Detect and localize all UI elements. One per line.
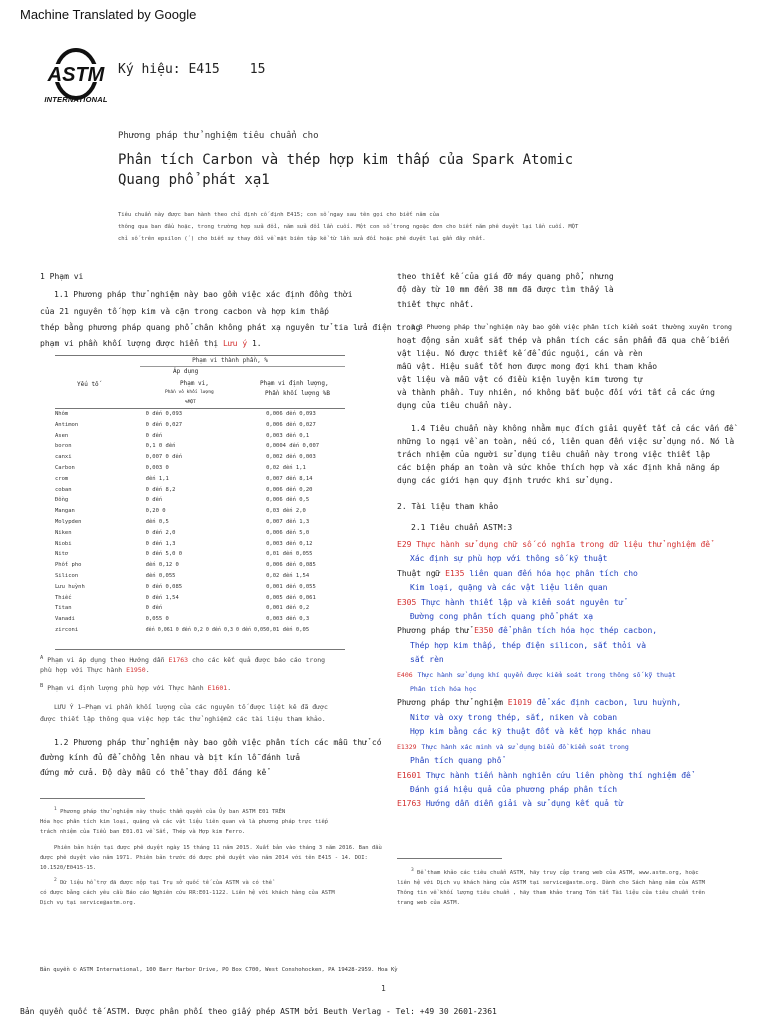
cell-quant: 0,003 đến 0,12 (266, 540, 313, 547)
para-1-4: các biện pháp an toàn và sức khỏe thích hợp và xác định khả năng áp (397, 463, 720, 472)
copyright-notice: Bản quyền © ASTM International, 100 Barr Harbor Drive, PO Box C700, West Conshohocken, PA 19428-2959. Hoa Kỳ (40, 967, 398, 973)
table-row (55, 519, 345, 530)
composition-range-table (55, 355, 375, 633)
footnote-divider (397, 858, 502, 859)
footnote-text: trang web của ASTM. (397, 899, 460, 906)
e1950-link[interactable]: E1950 (126, 666, 146, 675)
para-1-1: của 21 nguyên tố hợp kim và cặn trong cacbon và hợp kim thấp (40, 307, 329, 316)
right-column (397, 270, 737, 812)
table-row (55, 627, 345, 638)
reference-title-link[interactable]: Thực hành xác minh và sử dụng biểu đồ kiểm soát trong (421, 742, 629, 751)
cell-applicable: 0 đến 0,093 (145, 411, 183, 417)
reference-title-link[interactable]: Kim loại, quặng và các vật liệu liên quan (410, 583, 608, 593)
cell-element: Mangan (55, 508, 75, 515)
footnote-text: . (227, 684, 232, 693)
cell-element: Antimon (55, 421, 79, 428)
reference-code-link[interactable]: E1019 (507, 698, 532, 708)
cell-element: zirconi (55, 626, 79, 633)
table-row (55, 605, 345, 616)
title-line-2: Quang phổ phát xạ1 (118, 172, 270, 188)
cell-applicable: 0 đến 5,0 0 (145, 551, 183, 558)
table-row (55, 454, 345, 465)
cell-quant: 0,02 đến 1,54 (266, 572, 310, 579)
footnote-text: liên hệ với Dịch vụ khách hàng của ASTM tại service@astm.org. Dành cho Sách hàng năm của ASTM (397, 879, 705, 886)
table-row (55, 573, 345, 584)
para-1-3: vật liệu. Nó được thiết kế để đúc nguội, cán và rèn (397, 349, 643, 358)
cell-element: Silicon (55, 572, 79, 579)
para-1-2: 1.2 Phương pháp thử nghiệm này bao gồm việc phân tích các mẫu thử có (54, 738, 382, 748)
reference-code-link[interactable]: E406 (397, 670, 413, 679)
reference-title-link[interactable]: Thực hành sử dụng chữ số có nghĩa trong dữ liệu thử nghiệm để (416, 540, 711, 549)
footnote-text: có được bằng cách yêu cầu Báo cáo Nghiên cứu RR:E01-1122. Liên hệ với khách hàng của ASTM (40, 889, 335, 896)
footnote-text: Phương pháp thử nghiệm này thuộc thẩm quyền của Ủy ban ASTM E01 TRÊN (60, 808, 286, 815)
reference-item (397, 538, 737, 552)
cell-applicable: 0,20 0 (145, 508, 166, 515)
cell-quant: 0,006 đến 0,027 (266, 421, 316, 428)
cell-applicable: 0 đến 1,54 (145, 594, 179, 601)
cell-quant: 0,02 đến 1,1 (266, 464, 306, 471)
reference-title-link[interactable]: Hướng dẫn diễn giải và sử dụng kết quả từ (425, 799, 624, 809)
table-row (55, 551, 345, 562)
section-2-1: 2.1 Tiêu chuẩn ASTM:3 (411, 523, 513, 532)
reference-prefix: Phương pháp thử nghiệm (397, 698, 508, 708)
cell-element: Molypden (55, 518, 82, 525)
table-footnotes (40, 653, 380, 779)
footnote-text: Hóa học phân tích kim loại, quặng và các vật liệu liên quan và là phương pháp trực tiếp (40, 818, 329, 825)
para-1-1: thép bằng phương pháp quang phổ chân không phát xạ nguyên tử tia lửa điện trong (40, 323, 421, 332)
para-1-3: và thành phần. Tuy nhiên, nó không bắt buộc đối với tất cả các ứng (397, 388, 715, 397)
reference-item (397, 797, 737, 811)
footnote-text: Dữ liệu hỗ trợ đã được nộp tại Trụ sở quốc tế của ASTM và có thể (60, 879, 272, 886)
col-applicable-header: Phạm vi, (180, 380, 209, 387)
col-applicable-note: %MỘT (185, 400, 196, 405)
license-notice: Bản quyền quốc tế ASTM. Được phân phối theo giấy phép ASTM bởi Beuth Verlag - Tel: +49 30 2601-2361 (20, 1007, 497, 1016)
cell-quant: 0,006 đến 5,0 (266, 529, 310, 536)
abstract-line: Tiêu chuẩn này được ban hành theo chỉ định cố định E415; con số ngay sau tên gọi cho biết năm của (118, 212, 440, 218)
footnote-text: Thông tin về khối lượng tiêu chuẩn , hãy tham khảo trang Tóm tắt Tài liệu của tiêu chuẩn trên (397, 889, 705, 896)
reference-title-link[interactable]: Thép hợp kim thấp, thép điện silicon, sắt thỏi và (410, 640, 647, 650)
table-row (55, 530, 345, 541)
footnote-text: Dịch vụ tại service@astm.org. (40, 899, 137, 906)
reference-code-link[interactable]: E29 (397, 540, 412, 549)
cell-element: boron (55, 443, 72, 450)
reference-title-link[interactable]: để phân tích hóa học thép cacbon, (498, 626, 658, 636)
reference-title-link[interactable]: Phân tích hóa học (410, 685, 477, 694)
footnote-a: $^A$ Phạm vi áp dụng theo Hướng dẫn E1763 cho các kết quả được báo cáo trong (40, 655, 326, 665)
footnote-b: $^B$ Phạm vi định lượng phù hợp với Thực hành E1601. (40, 683, 232, 693)
designation (118, 62, 265, 77)
reference-title-link[interactable]: Phân tích quang phổ (410, 756, 502, 766)
logo-international-text: INTERNATIONAL (44, 95, 108, 104)
reference-item (397, 624, 737, 638)
footnote-text: cho các kết quả được báo cáo trong (192, 656, 326, 665)
cell-element: Carbon (55, 464, 75, 471)
col-quant-header: Phạm vi định lượng, (260, 380, 329, 387)
footnote-1: $^1$ Phương pháp thử nghiệm này thuộc thẩm quyền của Ủy ban ASTM E01 TRÊN (54, 807, 286, 815)
col-applicable-sub: Phần vỏ khối lượng (165, 390, 214, 395)
cell-element: canxi (55, 454, 72, 461)
cell-element: Asen (55, 432, 69, 439)
reference-item (397, 682, 737, 696)
cell-applicable: 0 đến (145, 605, 163, 612)
footnote-2: $^2$ Dữ liệu hỗ trợ đã được nộp tại Trụ sở quốc tế của ASTM và có thể (54, 877, 272, 886)
para-1-3: vật liệu và mẫu vật có điều kiện luyện kim tương tự (397, 375, 643, 384)
para-cont: độ dày từ 10 mm đến 38 mm đã được tìm thấy là (397, 285, 614, 294)
reference-title-link[interactable]: Đánh giá hiệu quả của phương pháp phân tích (410, 784, 618, 794)
cell-applicable: đến 0,061 0 đến 0,2 0 đến 0,3 0 đến 0,05 (145, 626, 267, 633)
cell-element: Niken (55, 529, 72, 536)
cell-quant: 0,006 đến 0,20 (266, 486, 313, 493)
footnote-text: Phạm vi định lượng phù hợp với Thực hành (47, 684, 204, 693)
reference-item (397, 668, 737, 682)
reference-prefix: Thuật ngữ (397, 568, 446, 578)
reference-code-link[interactable]: E305 (397, 597, 417, 607)
cell-applicable: 0,055 0 (145, 616, 169, 623)
cell-element: Đồng (55, 497, 69, 504)
note-1-link[interactable]: Lưu ý (223, 339, 248, 348)
section-1-heading: 1 Phạm vi (40, 272, 84, 281)
cell-applicable: 0 đến 1,3 (145, 540, 176, 547)
para-1-4: trách nhiệm của người sử dụng tiêu chuẩn này trong việc thiết lập (397, 450, 711, 459)
footnote-text: 10.1520/E0415-15. (40, 864, 97, 871)
e1601-link[interactable]: E1601 (207, 684, 228, 693)
para-1-4: dụng các giới hạn quy định trước khi sử dụng. (397, 476, 614, 485)
cell-quant: 0,01 đến 0,05 (266, 626, 310, 633)
left-column (40, 270, 421, 350)
title-line-1: Phân tích Carbon và thép hợp kim thấp của Spark Atomic (118, 152, 574, 168)
table-row (55, 411, 345, 422)
cell-applicable: 0 đến 2,0 (145, 529, 176, 536)
cell-applicable: 0,003 0 (145, 464, 169, 471)
reference-title-link[interactable]: Nitơ và oxy trong thép, sắt, niken và coban (410, 712, 618, 722)
table-body (55, 411, 345, 638)
reference-title-link[interactable]: Thực hành tiến hành nghiên cứu liên phòng thí nghiệm để (425, 770, 691, 780)
reference-code-link[interactable]: E1329 (397, 742, 417, 751)
para-1-2: đứng mở cửa. Độ dày mẫu có thể thay đổi đáng kể (40, 768, 267, 778)
reference-code-link[interactable]: E1601 (397, 770, 422, 780)
cell-quant: 0,003 đến 0,1 (266, 432, 310, 439)
cell-quant: 0,006 đến 0,5 (266, 497, 310, 504)
cell-applicable: đến 1,1 (145, 475, 169, 482)
footnote-text: Phiên bản hiện tại được phê duyệt ngày 15 tháng 11 năm 2015. Xuất bản vào tháng 3 năm 2016. Ban đầu (54, 844, 382, 851)
table-row (55, 497, 345, 508)
note-1: được thiết lập thông qua việc hợp tác thử nghiệm2 các tài liệu tham khảo. (40, 715, 326, 724)
cell-applicable: 0 đến (145, 432, 163, 439)
reference-item (397, 596, 737, 610)
cell-quant: 0,03 đến 2,0 (266, 508, 306, 515)
cell-element: Phốt pho (55, 562, 82, 569)
cell-quant: 0,0004 đến 0,007 (266, 443, 320, 450)
reference-item (397, 552, 737, 566)
cell-quant: 0,007 đến 1,3 (266, 518, 310, 525)
para-1-1: 1.1 Phương pháp thử nghiệm này bao gồm việc xác định đồng thời (54, 290, 353, 299)
para-cont: thiết thực nhất. (397, 300, 475, 309)
cell-applicable: 0 đến 0,085 (145, 583, 183, 590)
table-group-header: Phạm vi thành phần, % (192, 357, 268, 364)
cell-applicable: 0 đến 0,027 (145, 421, 183, 428)
cell-element: Nitơ (55, 551, 69, 558)
standard-subtitle: Phương pháp thử nghiệm tiêu chuẩn cho (118, 131, 319, 141)
footnote-3: $^3$ Để tham khảo các tiêu chuẩn ASTM, hãy truy cập trang web của ASTM, www.astm.org, hoặc liên hệ với Dịch vụ khách hàng của ASTM tại service@astm.org. Dành cho Sách hàng năm của ASTM Thông tin về khối lượng tiêu chuẩn , hãy tham khảo trang Tóm tắt Tài liệu của tiêu chuẩn trên trang web của ASTM. (397, 866, 742, 908)
reference-title-link[interactable]: Xác định sự phù hợp với thông số kỹ thuật (410, 554, 608, 564)
cell-quant: 0,005 đến 0,061 (266, 594, 316, 601)
designation-label: Ký hiệu: E415 (118, 62, 220, 77)
reference-prefix: Phương pháp thử (397, 626, 475, 636)
cell-applicable: 0,1 0 đến (145, 443, 176, 450)
abstract-line: thông qua ban đầu hoặc, trong trường hợp sửa đổi, năm sửa đổi lần cuối. Một con số trong ngoặc đơn cho biết năm phê duyệt lại lần cuối. MỘT (118, 224, 579, 230)
cell-element: Vanadi (55, 616, 75, 623)
issuance-abstract (118, 209, 588, 245)
col-applicable-top: Áp dụng (173, 368, 199, 375)
col-element-header: Yếu tố (77, 381, 99, 388)
e1763-link[interactable]: E1763 (168, 656, 189, 665)
para-1-3: hoạt động sản xuất sắt thép và phân tích các sản phẩm đã qua chế biến (397, 336, 730, 345)
cell-element: crom (55, 475, 69, 482)
note-1: LƯU Ý 1—Phạm vi phần khối lượng của các nguyên tố được liệt kê đã được (54, 703, 328, 712)
reference-item (397, 653, 737, 667)
table-row (55, 433, 345, 444)
reference-title-link[interactable]: Thực hành sử dụng khí quyển được kiểm soát trong thông số kỹ thuật (417, 670, 676, 679)
machine-translated-banner: Machine Translated by Google (20, 7, 197, 22)
footnote-text: Phạm vi áp dụng theo Hướng dẫn (47, 656, 165, 665)
para-1-4: những lo ngại về an toàn, nếu có, liên quan đến việc sử dụng nó. Nó là (397, 437, 735, 446)
document-title (118, 150, 588, 190)
reference-title-link[interactable]: Đường cong phân tích quang phổ phát xạ (410, 612, 594, 622)
section-2-heading: 2. Tài liệu tham khảo (397, 502, 499, 511)
cell-element: Niobi (55, 540, 72, 547)
reference-item (397, 783, 737, 797)
table-row (55, 476, 345, 487)
table-row (55, 465, 345, 476)
left-page-footnotes (40, 805, 385, 908)
reference-item (397, 610, 737, 624)
para-1-3: 1.3 Phương pháp thử nghiệm này bao gồm việc phân tích kiểm soát thường xuyên trong (411, 323, 732, 331)
cell-element: Nhôm (55, 411, 69, 417)
para-1-3: dụng của tiêu chuẩn này. (397, 401, 513, 410)
designation-year: 15 (249, 62, 266, 77)
cell-applicable: 0,007 0 đến (145, 454, 183, 461)
para-1-2: đường kính đủ để chồng lên nhau và bịt kín lỗ đánh lửa (40, 753, 301, 763)
cell-element: Lưu huỳnh (55, 583, 85, 590)
reference-item (397, 711, 737, 725)
reference-list (397, 538, 737, 812)
reference-item (397, 581, 737, 595)
table-row (55, 422, 345, 433)
footnote-divider (40, 798, 145, 799)
cell-quant: 0,006 đến 0,085 (266, 562, 316, 569)
table-row (55, 595, 345, 606)
table-row (55, 562, 345, 573)
cell-applicable: 0 đến 8,2 (145, 486, 176, 493)
reference-item (397, 725, 737, 739)
para-1-3: mẫu vật. Hiệu suất tốt hơn được mong đợi khi tham khảo (397, 362, 658, 371)
reference-code-link[interactable]: E350 (474, 626, 494, 636)
cell-applicable: đến 0,5 (145, 518, 169, 525)
footnote-text: . (145, 666, 150, 675)
cell-quant: 0,01 đến 0,055 (266, 551, 313, 558)
reference-title-link[interactable]: sắt rèn (410, 655, 444, 665)
table-row (55, 584, 345, 595)
col-quant-sub: Phần khối lượng %B (265, 390, 331, 397)
cell-element: Thiếc (55, 594, 72, 601)
footnote-a-line2 (40, 665, 380, 675)
svg-text:ASTM: ASTM (47, 64, 105, 86)
cell-applicable: đến 0,055 (145, 572, 176, 579)
para-1-4: 1.4 Tiêu chuẩn này không nhằm mục đích giải quyết tất cả các vấn đề (411, 424, 734, 433)
para-1-1-last (40, 337, 380, 350)
cell-quant: 0,001 đến 0,055 (266, 583, 316, 590)
footnote-text: Để tham khảo các tiêu chuẩn ASTM, hãy truy cập trang web của ASTM, www.astm.org, hoặc (417, 869, 699, 876)
reference-item (397, 696, 737, 710)
reference-item (397, 754, 737, 768)
reference-title-link[interactable]: Hợp kim bằng các kỹ thuật đốt và kết hợp khác nhau (410, 727, 651, 737)
footnote-text: phù hợp với Thực hành (40, 666, 123, 675)
table-row (55, 616, 345, 627)
reference-title-link[interactable]: Thực hành thiết lập và kiểm soát nguyên tử (421, 597, 624, 607)
cell-applicable: đến 0,12 0 (145, 562, 179, 569)
table-row (55, 508, 345, 519)
reference-item (397, 567, 737, 581)
cell-quant: 0,006 đến 0,093 (266, 411, 316, 417)
abstract-line: chỉ số trên epsilon (´) cho biết sự thay đổi về mặt biên tập kể từ lần sửa đổi hoặc phê duyệt lại gần đây nhất. (118, 236, 486, 242)
reference-code-link[interactable]: E1763 (397, 799, 422, 809)
table-row (55, 443, 345, 454)
table-row (55, 541, 345, 552)
cell-quant: 0,007 đến 8,14 (266, 475, 313, 482)
footnote-text: được phê duyệt vào năm 1971. Phiên bản trước đó được phê duyệt vào năm 2014 với tên E415 - 14. DOI: (40, 854, 368, 861)
cell-element: coban (55, 486, 72, 493)
reference-title-link[interactable]: liên quan đến hóa học phân tích cho (469, 568, 638, 578)
cell-element: Titan (55, 605, 72, 612)
reference-item (397, 769, 737, 783)
reference-item (397, 639, 737, 653)
cell-applicable: 0 đến (145, 497, 163, 504)
para-text: phạm vi phần khối lượng được hiển thị (40, 339, 219, 348)
table-row (55, 487, 345, 498)
para-text: 1. (251, 339, 262, 348)
para-cont: theo thiết kế của giá đỡ máy quang phổ, nhưng (397, 272, 614, 281)
reference-title-link[interactable]: để xác định cacbon, lưu huỳnh, (536, 698, 682, 708)
footnote-text: trách nhiệm của Tiểu ban E01.01 về Sắt, Thép và Hợp kim Ferro. (40, 828, 246, 835)
cell-quant: 0,002 đến 0,003 (266, 454, 316, 461)
reference-item (397, 740, 737, 754)
cell-quant: 0,003 đến 0,3 (266, 616, 310, 623)
cell-quant: 0,001 đến 0,2 (266, 605, 310, 612)
reference-code-link[interactable]: E135 (445, 568, 465, 578)
page-number: 1 (381, 984, 386, 993)
